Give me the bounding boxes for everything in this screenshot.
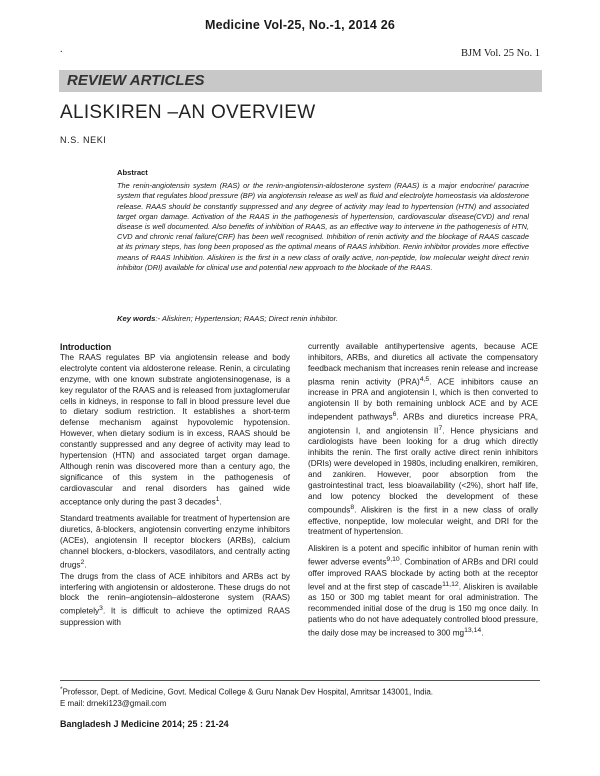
paragraph-text: . bbox=[219, 497, 222, 507]
running-head: Medicine Vol-25, No.-1, 2014 26 bbox=[204, 18, 396, 32]
paragraph-text: currently available antihypertensive agents, because ACE inhibitors, ARBs, and diuretics all activate the compensatory feedback mechanism that increases renin release and increase plasma renin activity (PRA) bbox=[308, 342, 538, 387]
footnote-affiliation: Professor, Dept. of Medicine, Govt. Medical College & Guru Nanak Dev Hospital, Amritsar 143001, India. bbox=[62, 687, 433, 697]
right-column bbox=[308, 342, 538, 646]
paragraph-text: . ARBs and diuretics increase PRA, angiotensin I, and angiotensin II bbox=[308, 412, 538, 436]
citation: 1 bbox=[215, 495, 220, 503]
keywords-line bbox=[117, 314, 338, 323]
author-name: N.S. NEKI bbox=[60, 135, 107, 145]
footnote bbox=[60, 684, 550, 709]
paragraph bbox=[60, 353, 290, 508]
paragraph-text: . Aliskiren is the first in a new class of orally effective, nonpeptide, low molecular weight, and DRI for the treatment of hypertension. bbox=[308, 505, 538, 537]
keywords-text: :- Aliskiren; Hypertension; RAAS; Direct renin inhibitor. bbox=[155, 314, 339, 323]
paragraph-text: Aliskiren is a potent and specific inhibitor of human renin with fewer adverse events bbox=[308, 544, 538, 567]
paragraph-text: . bbox=[84, 560, 87, 570]
abstract-heading: Abstract bbox=[117, 168, 148, 177]
paragraph-text: . Hence physicians and cardiologists have been looking for a drug which directly inhibits the renin. The first orally active direct renin inhibitors (DRIs) were developed in 1980s, including enalkiren, remikiren, and zankiren. However, poor absorption from the gastrointestinal tract, less bioavailability (<2%), short half life, and low potency blocked the development of these compounds bbox=[308, 426, 539, 515]
paragraph-text: The drugs from the class of ACE inhibitors and ARBs act by interfering with angiotensin or aldosterone. These drugs do not block the renin–angiotensin–aldosterone system (RAAS) completely bbox=[60, 571, 290, 617]
article-title: ALISKIREN –AN OVERVIEW bbox=[60, 102, 316, 123]
citation: 6 bbox=[392, 411, 397, 419]
section-banner bbox=[59, 70, 542, 92]
section-banner-label: REVIEW ARTICLES bbox=[67, 72, 205, 89]
citation: 7 bbox=[438, 424, 443, 432]
footnote-email: E mail: drneki123@gmail.com bbox=[60, 698, 167, 708]
left-column bbox=[60, 342, 290, 635]
citation: 11,12 bbox=[442, 580, 459, 588]
paragraph bbox=[308, 544, 538, 639]
citation: 9,10 bbox=[386, 556, 400, 564]
footnote-mark: * bbox=[60, 686, 63, 693]
paragraph bbox=[60, 514, 290, 629]
citation: 2 bbox=[80, 558, 85, 566]
citation: 4,5 bbox=[419, 375, 430, 383]
footnote-affiliation-line bbox=[60, 684, 550, 698]
paragraph-text: . It is difficult to achieve the optimized RAAS suppression with bbox=[60, 607, 290, 627]
keywords-label: Key words bbox=[117, 314, 156, 323]
stray-dot: . bbox=[60, 44, 63, 55]
paragraph-text: . bbox=[481, 628, 484, 638]
abstract-block bbox=[117, 168, 529, 273]
paragraph-text: The RAAS regulates BP via angiotensin release and body electrolyte content via aldosterone release. Renin, a circulating enzyme, with one known substrate angiotensinogenase, is a key regulator of the RAAS and is released from juxtaglomerular cells in kidneys, in response to fall in blood pressure level due to dietary sodium restriction. It establishes a short-term defense mechanism against hypovolemic hypotension. However, when dietary sodium is in excess, RAAS should be constantly suppressed and any degree of activity may lead to hypertension (HTN) and associated target organ damage. Although renin was discovered more than a century ago, the significance of this system in the pathogenesis of cardiovascular and renal disorders has gained wide acceptance only during the past 3 decades bbox=[60, 352, 290, 507]
citation: 8 bbox=[350, 503, 355, 511]
citation: 13,14 bbox=[464, 627, 482, 635]
paragraph-text: Standard treatments available for treatment of hypertension are diuretics, â-blockers, angiotensin converting enzyme inhibitors (ACEs), angiotensin II receptor blockers (ARBs), calcium channel blockers, α-blockers, vasodilators, and centrally acting drugs bbox=[60, 514, 290, 570]
abstract-body: The renin-angiotensin system (RAS) or the renin-angiotensin-aldosterone system (RAAS) is a major endocrine/ paracrine system that regulates blood pressure (BP) via angiotensin release as well as fluid and electrolyte homeostasis via aldosterone release. RAAS should be constantly suppressed and any degree of activity may lead to hypertension (HTN) and associated target organ damage. Activation of the RAAS in the pathogenesis of hypertension, cardiovascular disease(CVD) and renal disease is well documented. Also benefits of inhibition of RAAS, as an effective way to intervene in the pathogenesis of HTN, CVD and chronic renal failure(CRF) has been well recognised. Inhibition of renin activity and the blockage of RAAS cascade at its primary steps, has long been proposed as the optimal means of RAAS inhibition. Renin inhibitor provides more effective means of RAAS Inhibition. Aliskiren is the first in a new class of orally active, non-peptide, low molecular weight direct renin inhibitor (DRI) available for clinical use and potential new approach to the blockade of the RAAS. bbox=[117, 181, 529, 272]
page-footer: Bangladesh J Medicine 2014; 25 : 21-24 bbox=[60, 719, 229, 729]
paragraph bbox=[308, 342, 538, 538]
footnote-divider bbox=[60, 680, 540, 681]
paragraph-text: . ACE inhibitors cause an increase in PRA and angiotensin I, which is then converted to angiotensin II by both remaining unblock ACE and by ACE independent pathways bbox=[308, 377, 538, 422]
journal-reference: BJM Vol. 25 No. 1 bbox=[461, 48, 540, 59]
introduction-heading: Introduction bbox=[60, 342, 112, 352]
citation: 3 bbox=[99, 605, 103, 613]
paragraph-text: . Combination of ARBs and DRI could offer improved RAAS blockade by acting both at the receptor level and at the first step of cascade bbox=[308, 557, 539, 592]
paragraph-text: . Aliskiren is available as 150 or 300 mg tablet meant for oral administration. The recommended initial dose of the drug is 150 mg once daily. In patients who do not have adequately controlled blood pressure, the daily dose may be increased to 300 mg bbox=[308, 582, 538, 638]
